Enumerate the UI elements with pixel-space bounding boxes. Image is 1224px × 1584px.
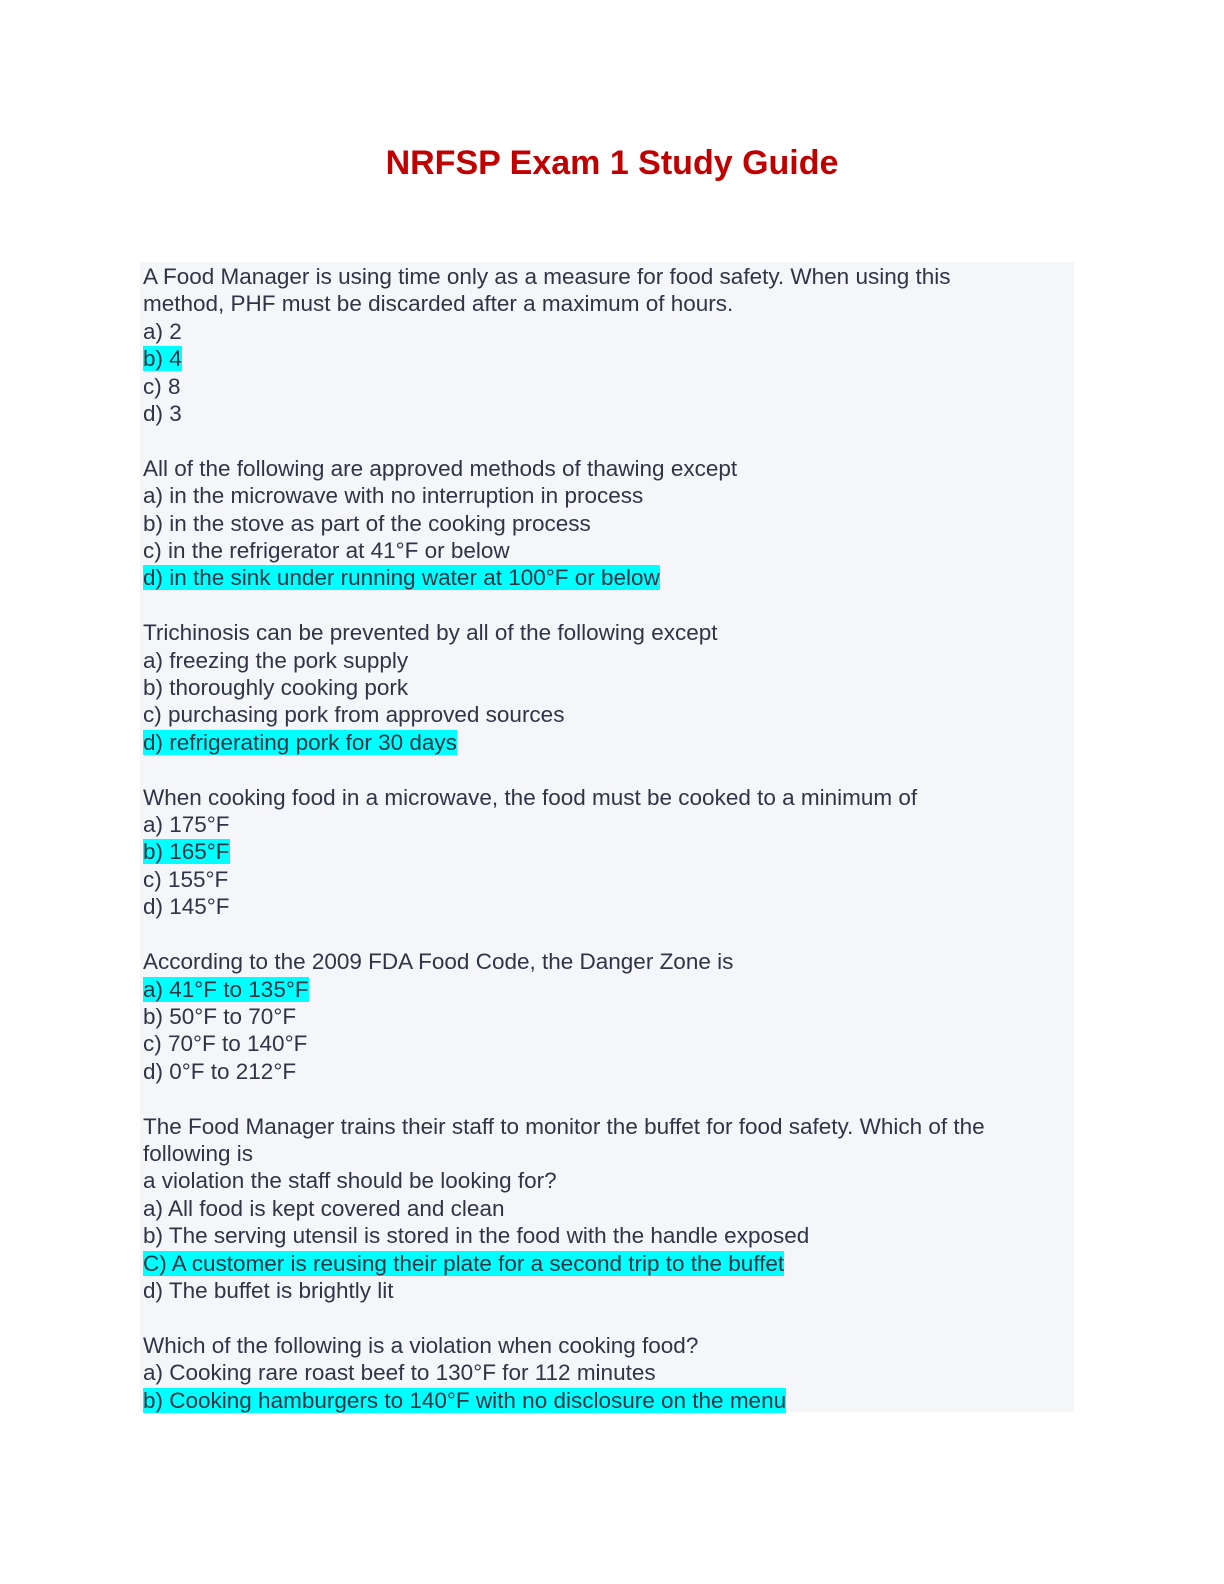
answer-text: b) 50°F to 70°F (143, 1003, 297, 1029)
question-block (143, 784, 1043, 921)
answer-text: d) 145°F (143, 894, 230, 920)
answer-text: d) refrigerating pork for 30 days (143, 729, 457, 755)
page-title: NRFSP Exam 1 Study Guide (385, 144, 839, 182)
answer-option-correct (143, 564, 1043, 591)
question-prompt-line: following is (143, 1140, 254, 1166)
answer-option (143, 1003, 1043, 1030)
answer-option (143, 866, 1043, 893)
answer-text: d) in the sink under running water at 100°F or below (143, 565, 660, 591)
answer-option (143, 811, 1043, 838)
question-list (143, 263, 1043, 1441)
answer-option (143, 1030, 1043, 1057)
answer-text: c) purchasing pork from approved sources (143, 702, 565, 728)
answer-option (143, 510, 1043, 537)
answer-option (143, 1359, 1043, 1386)
question-block (143, 455, 1043, 592)
answer-option-correct (143, 838, 1043, 865)
answer-option (143, 893, 1043, 920)
answer-text: c) 8 (143, 373, 181, 399)
answer-option-correct (143, 976, 1043, 1003)
answer-option (143, 701, 1043, 728)
question-block (143, 1332, 1043, 1414)
answer-text: b) The serving utensil is stored in the food with the handle exposed (143, 1223, 810, 1249)
answer-text: c) in the refrigerator at 41°F or below (143, 538, 510, 564)
answer-text: b) 165°F (143, 839, 230, 865)
answer-option (143, 1058, 1043, 1085)
answer-option (143, 1222, 1043, 1249)
answer-text: c) 155°F (143, 866, 229, 892)
answer-text: d) 3 (143, 401, 182, 427)
answer-option (143, 1195, 1043, 1222)
answer-option (143, 537, 1043, 564)
question-block (143, 619, 1043, 756)
answer-text: a) in the microwave with no interruption in process (143, 483, 644, 509)
answer-option (143, 1277, 1043, 1304)
answer-text: d) 0°F to 212°F (143, 1058, 297, 1084)
answer-option (143, 318, 1043, 345)
answer-text: a) 175°F (143, 812, 230, 838)
question-block (143, 948, 1043, 1085)
question-prompt-line: method, PHF must be discarded after a maximum of hours. (143, 291, 734, 317)
question-prompt-line: The Food Manager trains their staff to monitor the buffet for food safety. Which of the (143, 1113, 985, 1139)
question-prompt-line: a violation the staff should be looking for? (143, 1168, 557, 1194)
answer-text: d) The buffet is brightly lit (143, 1277, 394, 1303)
answer-text: C) A customer is reusing their plate for a second trip to the buffet (143, 1250, 785, 1276)
question-prompt-line: All of the following are approved methods of thawing except (143, 455, 738, 481)
answer-text: b) in the stove as part of the cooking process (143, 510, 591, 536)
question-prompt-line: Which of the following is a violation when cooking food? (143, 1332, 699, 1358)
answer-text: a) Cooking rare roast beef to 130°F for 112 minutes (143, 1360, 656, 1386)
answer-text: b) thoroughly cooking pork (143, 675, 409, 701)
question-prompt-line: A Food Manager is using time only as a measure for food safety. When using this (143, 264, 951, 289)
answer-option-correct (143, 345, 1043, 372)
answer-option (143, 674, 1043, 701)
question-prompt-line: According to the 2009 FDA Food Code, the Danger Zone is (143, 949, 734, 975)
answer-text: a) 2 (143, 318, 182, 344)
answer-option (143, 373, 1043, 400)
answer-text: a) 41°F to 135°F (143, 976, 309, 1002)
question-block (143, 263, 1043, 427)
answer-text: b) 4 (143, 346, 182, 372)
answer-option-correct (143, 1250, 1043, 1277)
question-block (143, 1113, 1043, 1305)
answer-option-correct (143, 729, 1043, 756)
answer-text: a) freezing the pork supply (143, 647, 409, 673)
answer-option (143, 482, 1043, 509)
answer-option-correct (143, 1387, 1043, 1414)
answer-option (143, 400, 1043, 427)
answer-text: a) All food is kept covered and clean (143, 1195, 505, 1221)
question-prompt-line: When cooking food in a microwave, the food must be cooked to a minimum of (143, 784, 918, 810)
answer-text: b) Cooking hamburgers to 140°F with no disclosure on the menu (143, 1387, 787, 1413)
answer-text: c) 70°F to 140°F (143, 1031, 308, 1057)
question-prompt-line: Trichinosis can be prevented by all of the following except (143, 620, 718, 646)
answer-option (143, 647, 1043, 674)
